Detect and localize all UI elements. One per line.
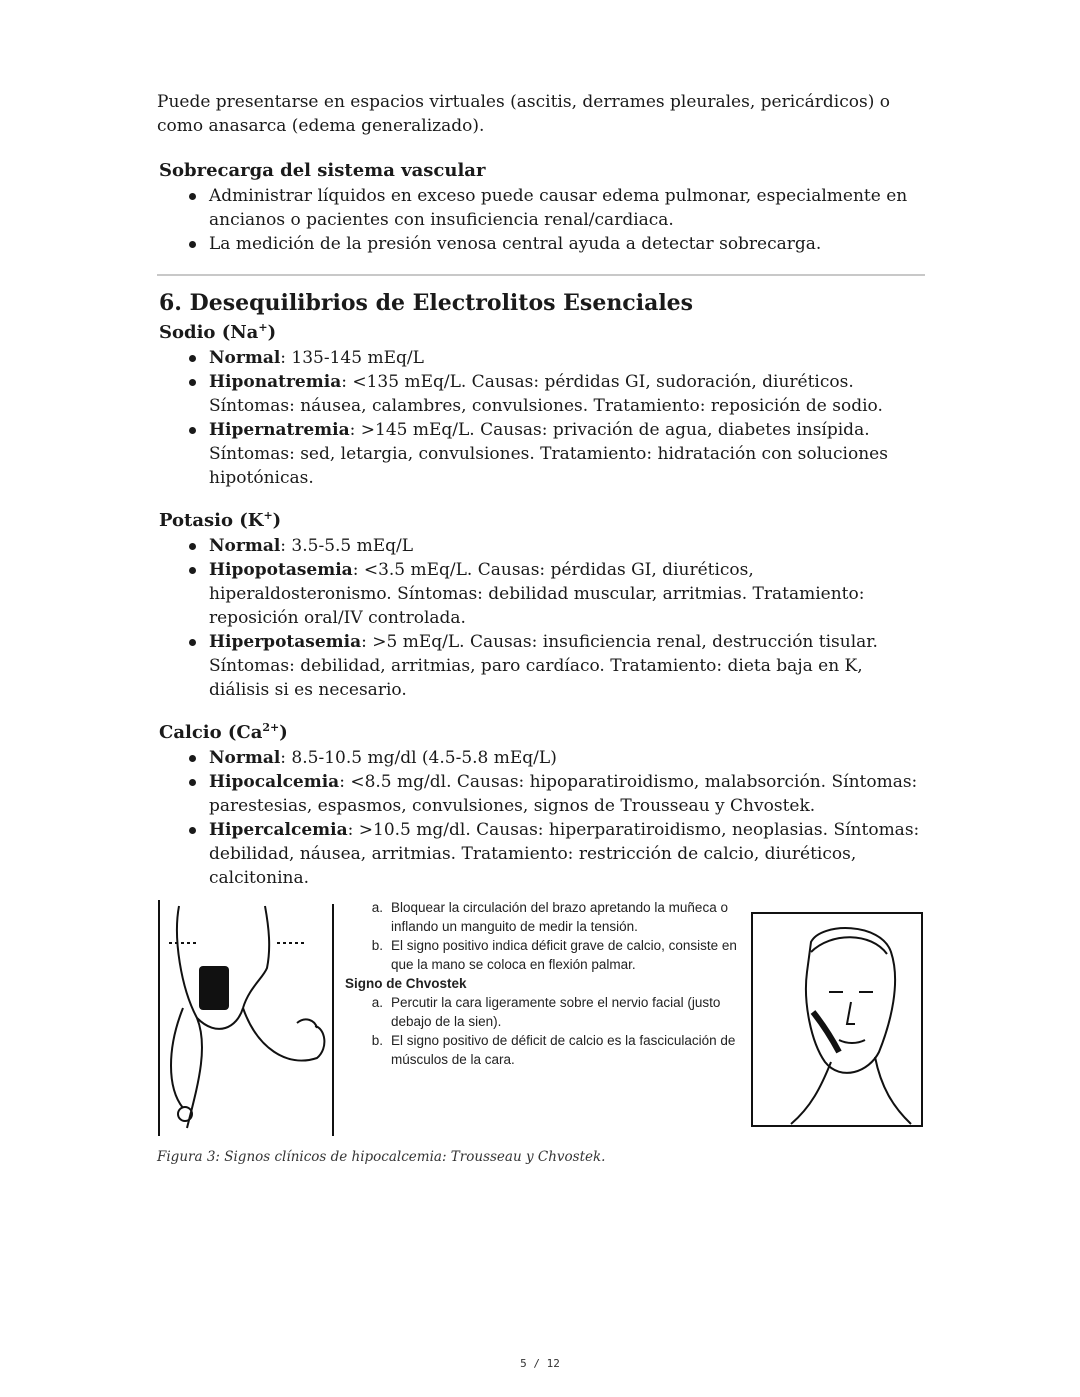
list-item: Administrar líquidos en exceso puede causar edema pulmonar, especialmente en ancianos o pacientes con insuficiencia renal/cardiaca. [209, 184, 925, 232]
list-item: Normal: 3.5-5.5 mEq/L [209, 534, 925, 558]
overload-heading: Sobrecarga del sistema vascular [159, 160, 486, 181]
trousseau-step-b: El signo positivo indica déficit grave de calcio, consiste en que la mano se coloca en flexión palmar. [391, 938, 737, 972]
potassium-heading: Potasio (K+) [159, 509, 282, 531]
page-content [157, 90, 925, 1143]
figure-instructions: a. Bloquear la circulación del brazo apretando la muñeca o inflando un manguito de medir la tensión. b. El signo positivo indica déficit grave de calcio, consiste en que la mano se coloca en flexión palmar. Signo de Chvostek a. Percutir la cara ligeramente sobre el nervio facial (justo debajo de la sien). b. El signo positivo de déficit de calcio es la fasciculación de músculos de la cara. [345, 898, 745, 1069]
trousseau-arm-illustration [157, 898, 337, 1138]
chvostek-face-illustration [751, 912, 923, 1127]
sodium-heading: Sodio (Na+) [159, 321, 277, 343]
sodium-list [157, 346, 925, 490]
list-item: Hipercalcemia: >10.5 mg/dl. Causas: hiperparatiroidismo, neoplasias. Síntomas: debilidad, náusea, arritmias. Tratamiento: restricción de calcio, diuréticos, calcitonina. [209, 818, 925, 890]
list-item: Hiperpotasemia: >5 mEq/L. Causas: insuficiencia renal, destrucción tisular. Síntomas: debilidad, arritmias, paro cardíaco. Tratamiento: dieta baja en K, diálisis si es necesario. [209, 630, 925, 702]
list-item: La medición de la presión venosa central ayuda a detectar sobrecarga. [209, 232, 925, 256]
list-item: Hipernatremia: >145 mEq/L. Causas: privación de agua, diabetes insípida. Síntomas: sed, letargia, convulsiones. Tratamiento: hidratación con soluciones hipotónicas. [209, 418, 925, 490]
list-item: Normal: 135-145 mEq/L [209, 346, 925, 370]
calcium-heading: Calcio $(Ca^{2+})$ [159, 721, 288, 743]
list-item: Normal: 8.5-10.5 mg/dl (4.5-5.8 mEq/L) [209, 746, 925, 770]
intro-paragraph: Puede presentarse en espacios virtuales (ascitis, derrames pleurales, pericárdicos) o como anasarca (edema generalizado). [157, 92, 890, 136]
chvostek-step-b: El signo positivo de déficit de calcio es la fasciculación de músculos de la cara. [391, 1033, 736, 1067]
list-item: Hipopotasemia: <3.5 mEq/L. Causas: pérdidas GI, diuréticos, hiperaldosteronismo. Síntomas: debilidad muscular, arritmias. Tratamiento: reposición oral/IV controlada. [209, 558, 925, 630]
section-divider [157, 274, 925, 276]
trousseau-step-a: Bloquear la circulación del brazo apretando la muñeca o inflando un manguito de medir la tensión. [391, 900, 728, 934]
chvostek-step-a: Percutir la cara ligeramente sobre el nervio facial (justo debajo de la sien). [391, 995, 721, 1029]
figure-caption: Figura 3: Signos clínicos de hipocalcemia: Trousseau y Chvostek. [157, 1149, 606, 1165]
calcium-list [157, 746, 925, 890]
section-title: 6. Desequilibrios de Electrolitos Esenciales [159, 290, 694, 316]
potassium-list [157, 534, 925, 702]
list-item: Hipocalcemia: <8.5 mg/dl. Causas: hipoparatiroidismo, malabsorción. Síntomas: parestesias, espasmos, convulsiones, signos de Trousseau y Chvostek. [209, 770, 925, 818]
clinical-signs-figure [157, 898, 925, 1143]
list-item: Hiponatremia: <135 mEq/L. Causas: pérdidas GI, sudoración, diuréticos. Síntomas: náusea, calambres, convulsiones. Tratamiento: reposición de sodio. [209, 370, 925, 418]
page-number: 5 / 12 [520, 1357, 560, 1370]
chvostek-title: Signo de Chvostek [345, 976, 467, 991]
overload-list [157, 184, 925, 256]
